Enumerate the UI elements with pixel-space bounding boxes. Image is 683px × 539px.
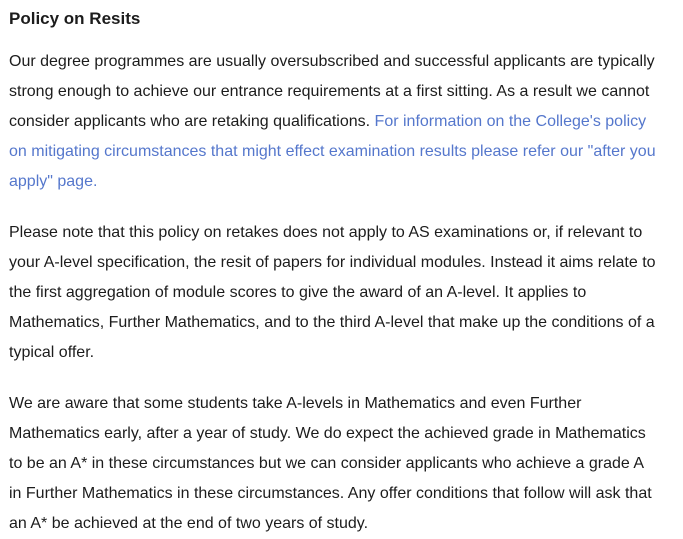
page-title: Policy on Resits <box>9 9 141 28</box>
paragraph-early-alevels: We are aware that some students take A-levels in Mathematics and even Further Mathematics early, after a year of study. We do expect the achieved grade in Mathematics to be an A* in these circumstances but we can consider applicants who achieve a grade A in Further Mathematics in these circumstances. Any offer conditions that follow will ask that an A* be achieved at the end of two years of study. <box>9 395 652 532</box>
after-you-apply-link[interactable]: For information on the College's policy on mitigating circumstances that might effect examination results please refer our "after you apply" page. <box>9 113 656 190</box>
paragraph-intro-text: Our degree programmes are usually oversubscribed and successful applicants are typically strong enough to achieve our entrance requirements at a first sitting. As a result we cannot consider applicants who are retaking qualifications. <box>9 53 655 130</box>
paragraph-intro <box>9 47 658 197</box>
paragraph-retakes-scope: Please note that this policy on retakes does not apply to AS examinations or, if relevant to your A-level specification, the resit of papers for individual modules. Instead it aims relate to the first aggregation of module scores to give the award of an A-level. It applies to Mathematics, Further Mathematics, and to the third A-level that make up the conditions of a typical offer. <box>9 224 656 361</box>
